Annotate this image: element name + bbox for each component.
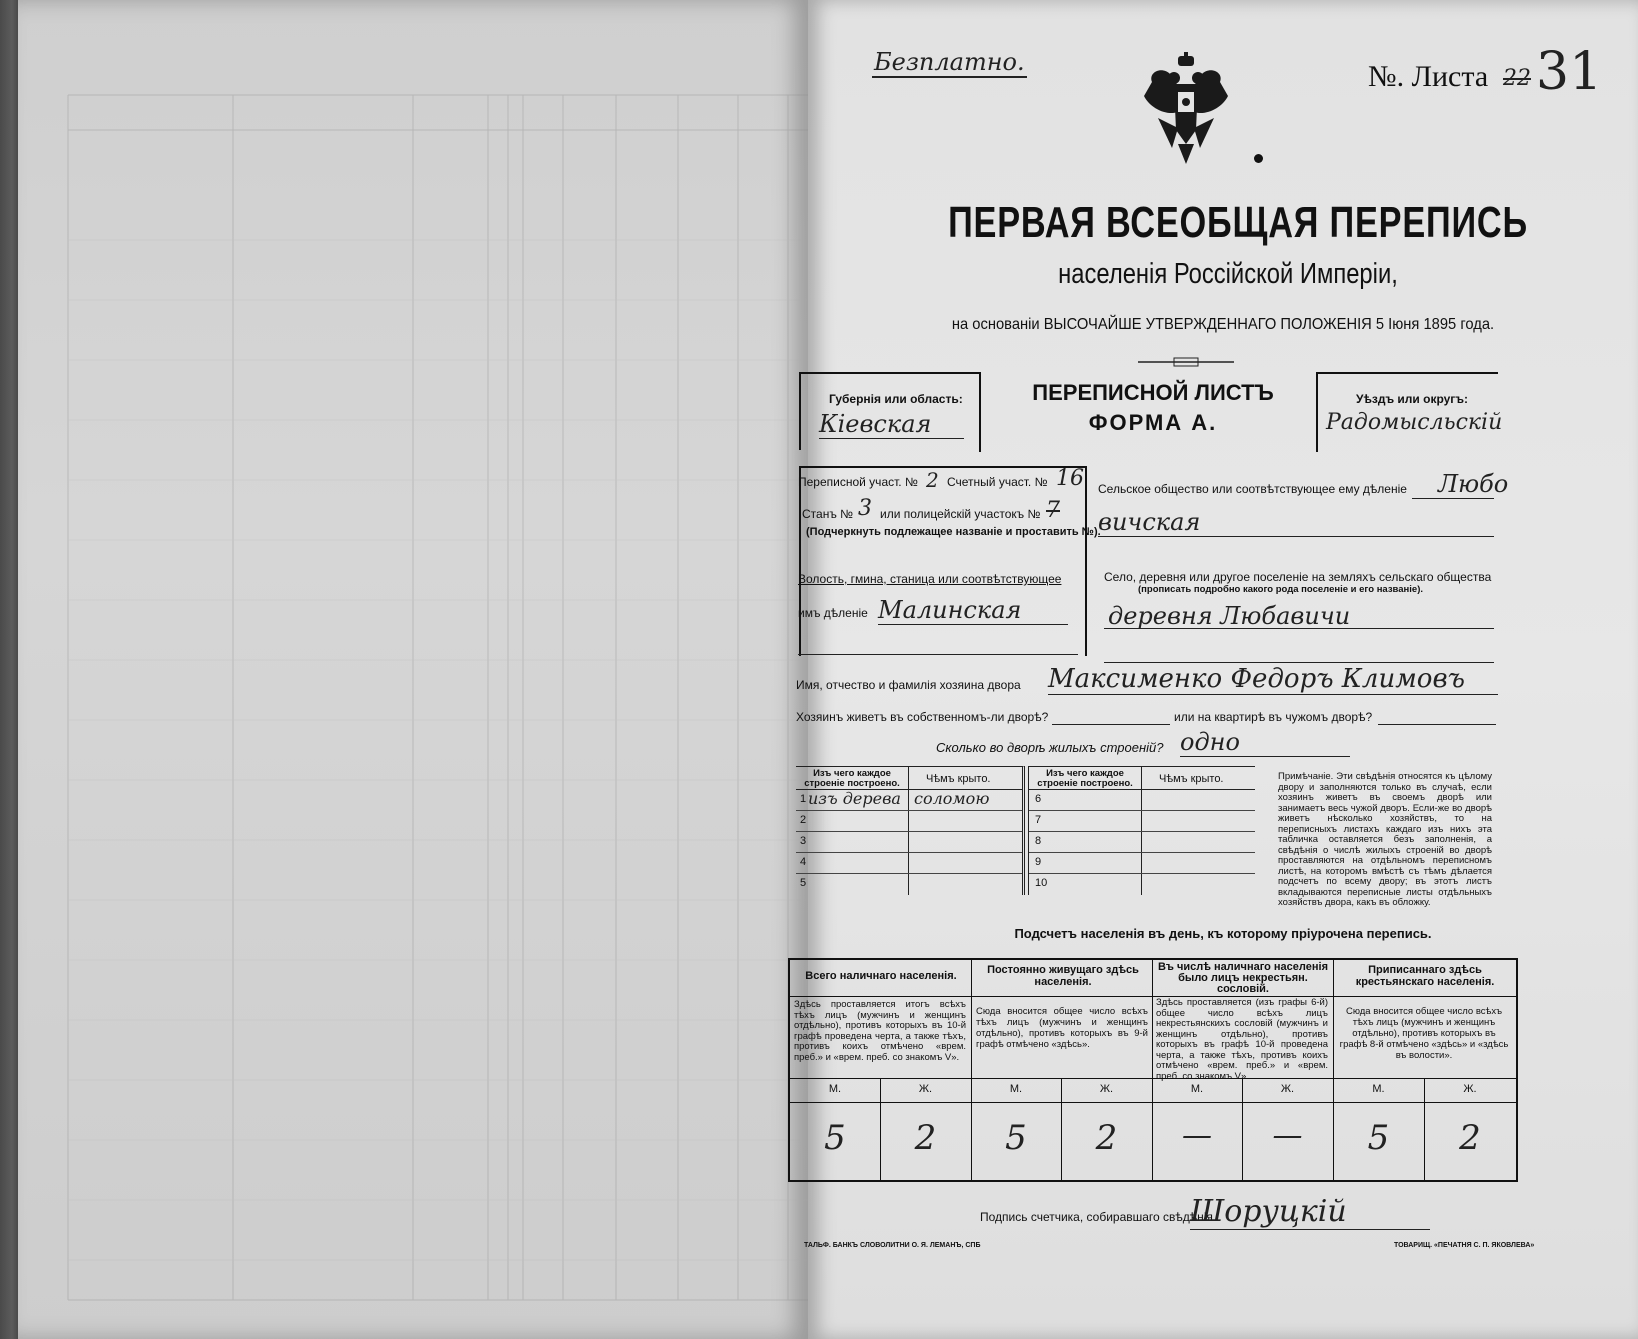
village-label: Село, деревня или другое поселеніе на земляхъ сельскаго общества	[1104, 570, 1492, 584]
rented-label: или на квартирѣ въ чужомъ дворѣ?	[1174, 710, 1373, 724]
rented-line	[1378, 724, 1496, 725]
count-value: 5	[824, 1118, 846, 1158]
printer-left: ТАЛЬФ. БАНКЪ СЛОВОЛИТНИ О. Я. ЛЕМАНЪ, СПБ	[804, 1242, 981, 1249]
count-value: —	[1272, 1118, 1303, 1153]
count-value: 5	[1005, 1118, 1027, 1158]
owner-label: Имя, отчество и фамилія хозяина двора	[796, 678, 1021, 692]
society-label: Сельское общество или соотвѣтствующее ему дѣленіе	[1098, 482, 1407, 496]
buildings-table-left	[796, 766, 1025, 895]
count-description: Здѣсь проставляется (изъ графы 6-й) общее число всѣхъ лицъ некрестьянскихъ сословій (мужчинъ и женщинъ отдѣльно), противъ которыхъ въ графѣ 10-й проведена черта, а также тѣхъ, противъ коихъ отмѣчено «врем. преб.» и «врем. преб. со знакомъ V».	[1156, 997, 1328, 1082]
sheet-no-hand: 31	[1536, 42, 1603, 102]
sheet-no-label: №. Листа	[1368, 60, 1489, 93]
census-district-label: Переписной участ. №	[798, 475, 918, 489]
sex-label: Ж.	[1463, 1083, 1477, 1095]
fields-frame-mid	[1085, 466, 1087, 656]
count-value: 2	[1095, 1118, 1118, 1158]
underline-note: (Подчеркнуть подлежащее названіе и проставить №).	[806, 526, 1101, 538]
building-row: 8	[1029, 831, 1255, 853]
building-row: 2	[796, 810, 1022, 832]
stan-label: Станъ №	[802, 507, 854, 521]
buildings-table	[796, 766, 1256, 896]
material-header: Изъ чего каждое строеніе построено.	[804, 768, 900, 789]
owner-value: Максименко Федоръ Климовъ	[1048, 664, 1498, 695]
page-subtitle: населенія Россійской Имперіи,	[1058, 258, 1398, 290]
stan-value: 3	[858, 496, 872, 521]
count-value: 2	[914, 1118, 937, 1158]
building-row: 3	[796, 831, 1022, 853]
building-row: 4	[796, 852, 1022, 874]
volost-extra-line	[798, 654, 1078, 655]
count-value: 5	[1367, 1118, 1390, 1158]
sex-label: Ж.	[1280, 1083, 1295, 1095]
form-title: ПЕРЕПИСНОЙ ЛИСТЪ	[1032, 380, 1274, 405]
note-text: Примѣчаніе. Эти свѣдѣнія относятся къ цѣлому двору и заполняются только въ случаѣ, если хозяинъ живетъ въ своемъ дворѣ или занимаетъ весь чужой дворъ. Если-же во дворѣ живетъ нѣсколько хозяйствъ, то на переписныхъ листахъ каждаго изъ нихъ эта табличка оставляется безъ заполненія, а свѣдѣнія о числѣ жилыхъ строеній во дворѣ проставляются на отдѣльномъ переписномъ листѣ, на которомъ вмѣстѣ съ тѣмъ дѣлается подсчетъ по всему двору; въ этотъ листъ вкладываются переписные листы отдѣльныхъ хозяйствъ двора, какъ въ обложку.	[1278, 771, 1492, 908]
census-district-value: 2	[926, 468, 939, 492]
page-title: ПЕРВАЯ ВСЕОБЩАЯ ПЕРЕПИСЬ	[948, 198, 1528, 247]
count-description: Сюда вносится общее число всѣхъ тѣхъ лицъ (мужчинъ и женщинъ отдѣльно), противъ которыхъ въ 9-й графѣ отмѣчено «здѣсь».	[976, 1006, 1148, 1050]
material-header-2: Изъ чего каждое строеніе построено.	[1037, 768, 1133, 789]
gubernia-label: Губернія или область:	[829, 392, 963, 406]
village-value: деревня Любавичи	[1108, 602, 1351, 630]
gubernia-cell	[799, 372, 979, 452]
buildings-label: Сколько во дворѣ жилыхъ строеній?	[936, 740, 1164, 755]
count-header: Въ числѣ наличнаго населенія было лицъ некрестьян. сословій.	[1157, 961, 1328, 995]
count-description: Здѣсь проставляется итогъ всѣхъ тѣхъ лицъ (мужчинъ и женщинъ отдѣльно), противъ которыхъ въ 10-й графѣ проведена черта, а также тѣхъ, противъ коихъ отмѣчено «врем. преб.» и «врем. преб. со знакомъ V».	[794, 999, 966, 1063]
buildings-table-right	[1028, 766, 1255, 895]
sex-label: М.	[1009, 1083, 1023, 1095]
building-row: 1 изъ дерева соломою	[796, 789, 1022, 811]
gubernia-value: Кіевская	[819, 410, 964, 439]
police-label: или полицейскій участокъ №	[880, 507, 1041, 521]
count-description: Сюда вносится общее число всѣхъ тѣхъ лицъ (мужчинъ и женщинъ отдѣльно), противъ которыхъ въ графѣ 8-й отмѣчено «здѣсь» и «здѣсь въ волости».	[1339, 1006, 1509, 1061]
signature-value: Шоруцкій	[1190, 1194, 1430, 1230]
own-yard-label: Хозяинъ живетъ въ собственномъ-ли дворѣ?	[796, 710, 1049, 724]
sex-label: М.	[1190, 1083, 1204, 1095]
building-row: 5	[800, 877, 807, 889]
sex-label: М.	[828, 1083, 842, 1095]
ornament-divider	[1138, 356, 1234, 368]
volost-value: Малинская	[878, 596, 1068, 625]
header-divider	[979, 372, 981, 452]
fields-frame-top	[799, 466, 1085, 468]
left-page	[18, 0, 808, 1339]
count-district-label: Счетный участ. №	[947, 475, 1048, 489]
sheet-no-struck: 22	[1503, 66, 1531, 91]
society-value-1: Любо	[1438, 470, 1509, 498]
society-value-2: вичская	[1098, 508, 1494, 537]
roof-header: Чѣмъ крыто.	[926, 773, 991, 785]
building-row: 10	[1035, 877, 1048, 889]
sex-label: М.	[1372, 1083, 1385, 1095]
punch-mark	[1254, 154, 1263, 163]
village-line-2	[1104, 662, 1494, 663]
count-header: Постоянно живущаго здѣсь населенія.	[987, 964, 1139, 988]
count-title: Подсчетъ населенія въ день, къ которому пріурочена перепись.	[1014, 926, 1432, 941]
census-form-page	[794, 0, 1638, 1339]
count-header: Приписаннаго здѣсь крестьянскаго населенія.	[1355, 964, 1495, 988]
roof-header-2: Чѣмъ крыто.	[1159, 773, 1224, 785]
faint-grid	[18, 0, 808, 1339]
count-district-value: 16	[1056, 466, 1084, 491]
volost-label-2: имъ дѣленіе	[798, 606, 868, 620]
own-yard-line	[1052, 724, 1170, 725]
signature-label: Подпись счетчика, собиравшаго свѣдѣнія	[980, 1210, 1213, 1224]
uezd-value: Радомысльскій	[1326, 410, 1503, 435]
village-line-1	[1104, 628, 1494, 629]
coat-of-arms-icon	[1138, 52, 1234, 172]
sex-label: Ж.	[1099, 1083, 1114, 1095]
village-note: (прописать подробно какого рода поселеніе и его названіе).	[1138, 584, 1424, 595]
count-value: 2	[1459, 1118, 1481, 1158]
count-header: Всего наличнаго населенія.	[805, 970, 957, 982]
fields-frame-left	[799, 466, 801, 656]
uezd-cell	[1316, 372, 1503, 452]
police-value: 7	[1046, 498, 1060, 523]
uezd-label: Уѣздъ или округъ:	[1356, 392, 1469, 406]
sex-label: Ж.	[918, 1083, 933, 1095]
free-label: Безплатно.	[874, 48, 1025, 76]
sheet-number	[1368, 42, 1603, 110]
basis-text: на основаніи ВЫСОЧАЙШЕ УТВЕРЖДЕННАГО ПОЛОЖЕНІЯ 5 Іюня 1895 года.	[951, 316, 1495, 333]
count-value: —	[1182, 1118, 1212, 1153]
building-row: 9	[1029, 852, 1255, 874]
building-row: 7	[1029, 810, 1255, 832]
buildings-value: одно	[1180, 728, 1350, 757]
form-subtitle: ФОРМА А.	[1088, 410, 1218, 435]
society-line-1	[1412, 498, 1494, 499]
count-table	[788, 958, 1518, 1182]
volost-label-1: Волость, гмина, станица или соотвѣтствующее	[798, 572, 1062, 586]
building-row: 6	[1029, 789, 1255, 811]
printer-right: ТОВАРИЩ. «ПЕЧАТНЯ С. П. ЯКОВЛЕВА»	[1394, 1242, 1535, 1249]
